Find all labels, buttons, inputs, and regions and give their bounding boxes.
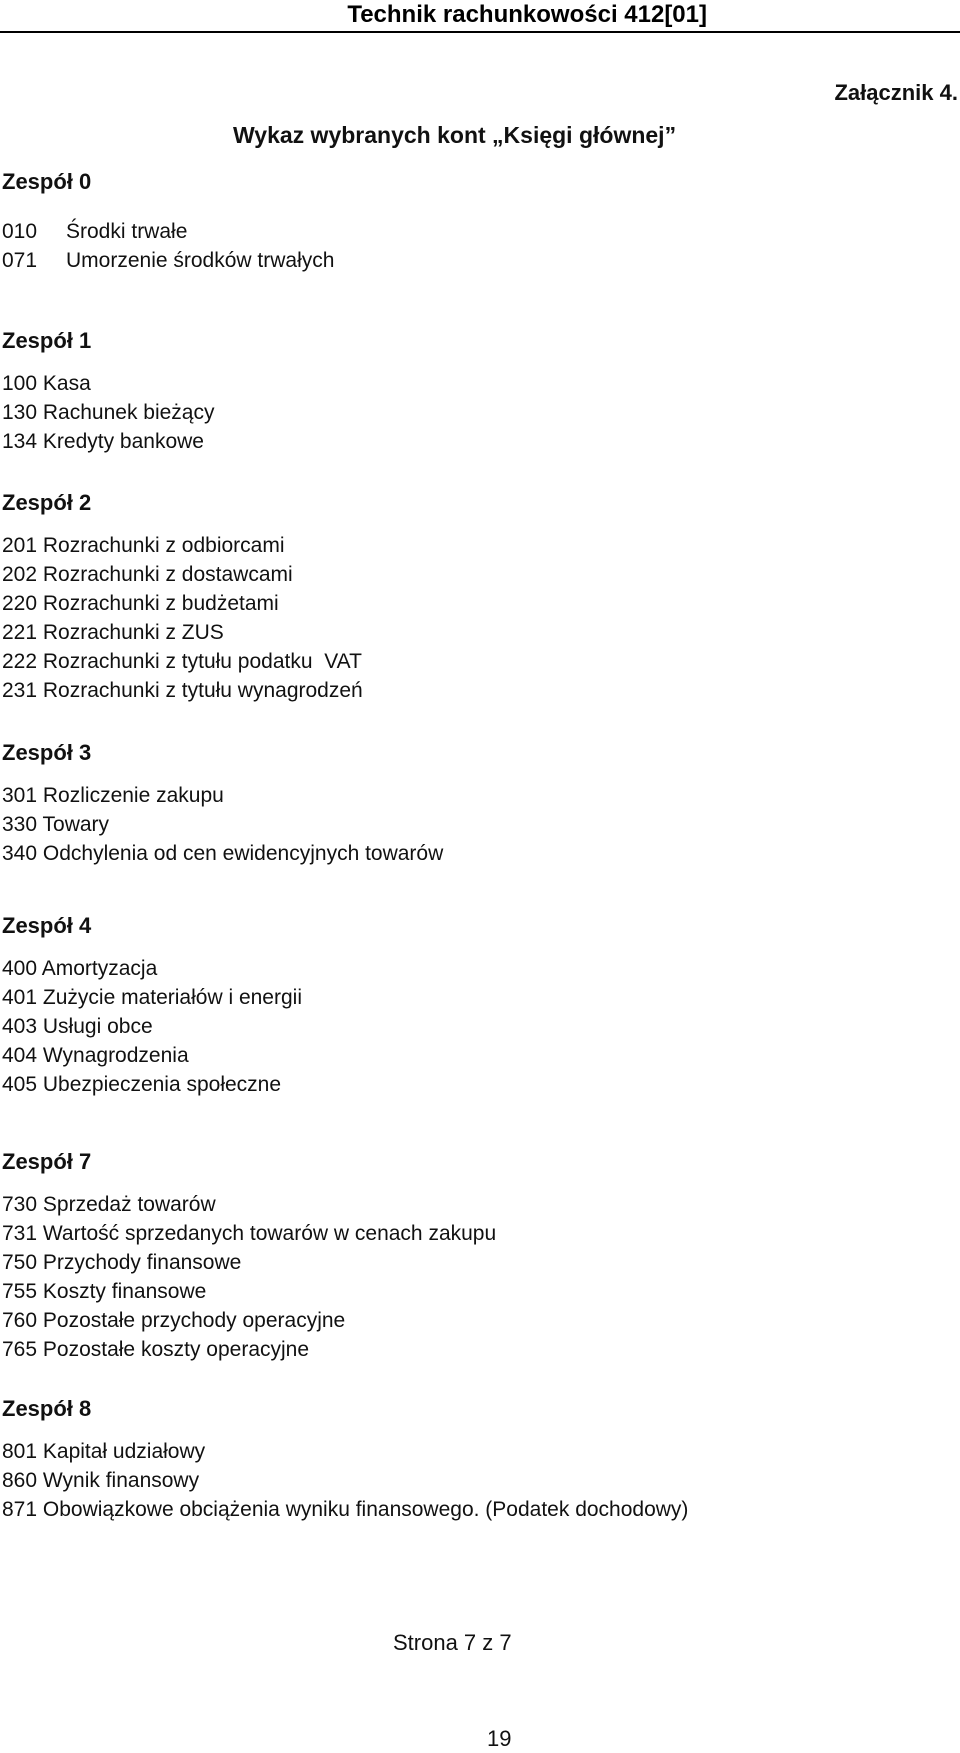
account-row	[2, 1277, 496, 1306]
account-row	[2, 676, 363, 705]
account-group-3	[2, 739, 443, 868]
account-name: Rozrachunki z odbiorcami	[42, 534, 285, 557]
account-row	[2, 1041, 302, 1070]
group-heading: Zespół 0	[2, 169, 92, 194]
account-row	[2, 531, 363, 560]
page-header	[0, 0, 960, 33]
account-row	[2, 983, 302, 1012]
account-name: Kapitał udziałowy	[42, 1440, 206, 1463]
account-code: 404	[2, 1044, 38, 1067]
account-code: 100	[2, 372, 38, 395]
account-code: 010	[2, 220, 38, 243]
account-group-2	[2, 489, 363, 705]
account-code: 330	[2, 813, 38, 836]
account-name: Obowiązkowe obciążenia wyniku finansowego. (Podatek dochodowy)	[42, 1498, 689, 1521]
account-name: Usługi obce	[42, 1015, 153, 1038]
account-row	[2, 1248, 496, 1277]
document-title: Wykaz wybranych kont „Księgi głównej”	[233, 122, 677, 148]
account-row	[2, 246, 334, 275]
account-group-7	[2, 1148, 496, 1364]
account-name: Towary	[42, 813, 110, 836]
account-row	[2, 839, 443, 868]
group-heading: Zespół 1	[2, 328, 92, 353]
account-code: 401	[2, 986, 38, 1009]
account-row	[2, 1466, 688, 1495]
group-heading: Zespół 7	[2, 1149, 92, 1174]
page-number: 19	[487, 1726, 512, 1751]
account-name: Rozrachunki z tytułu podatku VAT	[42, 650, 362, 673]
account-code: 231	[2, 679, 38, 702]
account-code: 765	[2, 1338, 38, 1361]
account-code: 760	[2, 1309, 38, 1332]
account-row	[2, 1495, 688, 1524]
account-name: Pozostałe przychody operacyjne	[42, 1309, 346, 1332]
account-row	[2, 647, 363, 676]
account-code: 201	[2, 534, 38, 557]
attachment-label: Załącznik 4.	[834, 80, 958, 105]
account-name: Rozrachunki z tytułu wynagrodzeń	[42, 679, 363, 702]
account-code: 340	[2, 842, 38, 865]
account-code: 405	[2, 1073, 38, 1096]
page-indicator: Strona 7 z 7	[393, 1630, 512, 1655]
account-row	[2, 560, 363, 589]
account-code: 755	[2, 1280, 38, 1303]
account-name: Rozrachunki z ZUS	[42, 621, 224, 644]
account-name: Ubezpieczenia społeczne	[42, 1073, 282, 1096]
account-row	[2, 217, 334, 246]
account-name: Środki trwałe	[66, 220, 188, 243]
account-row	[2, 1437, 688, 1466]
account-code: 750	[2, 1251, 38, 1274]
account-row	[2, 1190, 496, 1219]
group-heading: Zespół 2	[2, 490, 92, 515]
account-name: Rozrachunki z dostawcami	[42, 563, 293, 586]
account-code: 221	[2, 621, 38, 644]
account-row	[2, 954, 302, 983]
account-code: 731	[2, 1222, 38, 1245]
group-heading: Zespół 4	[2, 913, 92, 938]
account-name: Kredyty bankowe	[42, 430, 204, 453]
account-code: 801	[2, 1440, 38, 1463]
account-name: Sprzedaż towarów	[42, 1193, 216, 1216]
account-code: 220	[2, 592, 38, 615]
account-code: 071	[2, 249, 38, 272]
account-row	[2, 1070, 302, 1099]
account-code: 730	[2, 1193, 38, 1216]
account-code: 871	[2, 1498, 38, 1521]
account-code: 400	[2, 957, 38, 980]
account-name: Przychody finansowe	[42, 1251, 242, 1274]
account-row	[2, 427, 215, 456]
account-code: 222	[2, 650, 38, 673]
account-row	[2, 398, 215, 427]
group-heading: Zespół 8	[2, 1396, 92, 1421]
account-row	[2, 1335, 496, 1364]
account-row	[2, 618, 363, 647]
account-code: 130	[2, 401, 38, 424]
account-name: Koszty finansowe	[42, 1280, 207, 1303]
account-name: Odchylenia od cen ewidencyjnych towarów	[42, 842, 444, 865]
account-code: 134	[2, 430, 38, 453]
account-group-8	[2, 1395, 688, 1524]
group-heading: Zespół 3	[2, 740, 92, 765]
account-name: Rozliczenie zakupu	[42, 784, 224, 807]
account-row	[2, 1219, 496, 1248]
account-row	[2, 369, 215, 398]
account-name: Rachunek bieżący	[42, 401, 215, 424]
account-name: Wartość sprzedanych towarów w cenach zakupu	[42, 1222, 497, 1245]
account-name: Wynik finansowy	[42, 1469, 200, 1492]
account-group-0	[2, 168, 334, 275]
account-group-1	[2, 327, 215, 456]
account-name: Amortyzacja	[41, 957, 158, 980]
account-row	[2, 781, 443, 810]
account-row	[2, 1012, 302, 1041]
account-code: 403	[2, 1015, 38, 1038]
account-code: 202	[2, 563, 38, 586]
account-code: 860	[2, 1469, 38, 1492]
account-name: Pozostałe koszty operacyjne	[42, 1338, 310, 1361]
account-name: Kasa	[42, 372, 91, 395]
header-title: Technik rachunkowości 412[01]	[347, 1, 707, 28]
account-name: Rozrachunki z budżetami	[42, 592, 279, 615]
account-row	[2, 810, 443, 839]
account-name: Zużycie materiałów i energii	[42, 986, 302, 1009]
account-code: 301	[2, 784, 38, 807]
account-name: Wynagrodzenia	[42, 1044, 189, 1067]
account-row	[2, 589, 363, 618]
account-group-4	[2, 912, 302, 1099]
account-name: Umorzenie środków trwałych	[66, 249, 335, 272]
account-row	[2, 1306, 496, 1335]
